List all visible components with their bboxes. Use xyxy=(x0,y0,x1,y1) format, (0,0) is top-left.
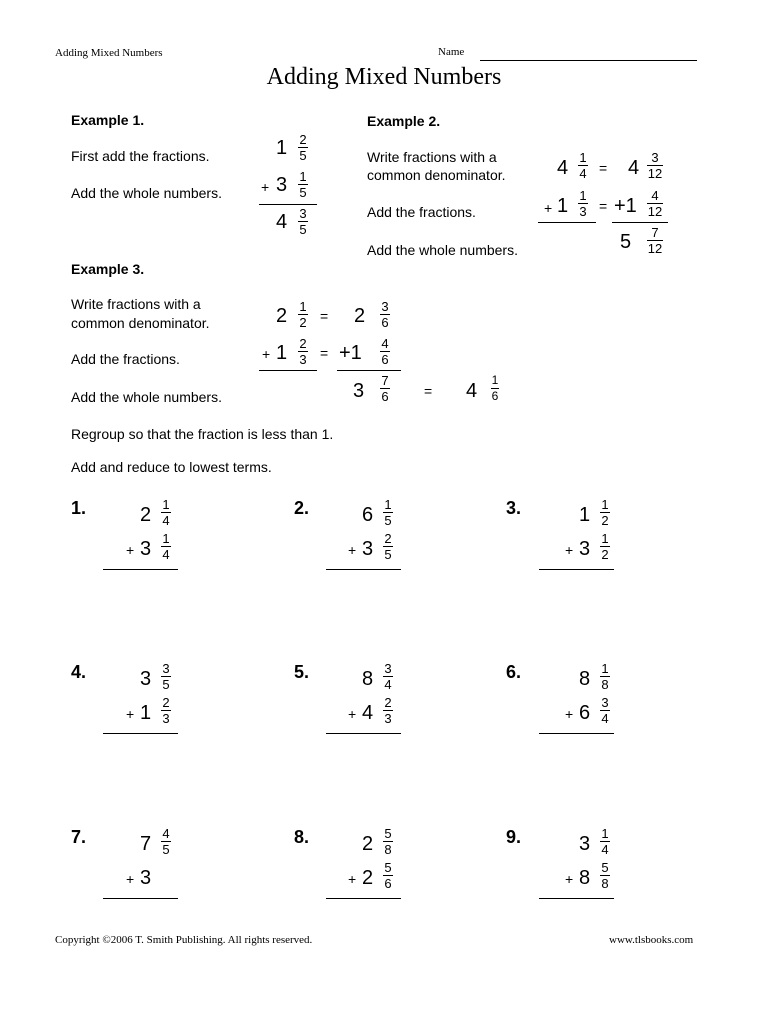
ex1-result-whole: 4 xyxy=(276,211,288,233)
addend2-fraction: 2 3 xyxy=(384,695,392,726)
ex3-equals-3: = xyxy=(424,383,433,399)
addend2-fraction: 1 4 xyxy=(162,531,170,562)
directions: Add and reduce to lowest terms. xyxy=(71,459,272,475)
ex2-b-whole: 1 xyxy=(557,195,569,217)
plus-sign: + xyxy=(348,542,357,558)
ex2-sum-line-2 xyxy=(612,222,668,223)
ex2-b2-fraction: 4 12 xyxy=(647,188,663,219)
addend2-whole: 2 xyxy=(362,867,374,889)
problem-number: 5. xyxy=(294,662,310,682)
addend1-fraction: 3 4 xyxy=(384,661,392,692)
addend2-whole: 3 xyxy=(140,538,152,560)
addend2-whole: 8 xyxy=(579,867,591,889)
problem-number: 2. xyxy=(294,498,310,518)
answer-line xyxy=(539,898,614,899)
name-label: Name xyxy=(438,46,465,58)
regroup-note: Regroup so that the fraction is less than 1. xyxy=(71,426,334,442)
plus-sign: + xyxy=(565,542,574,558)
plus-sign: + xyxy=(565,871,574,887)
ex3-plus: + xyxy=(262,346,271,362)
example2-step1-line2: common denominator. xyxy=(367,167,506,183)
example3-step1-line1: Write fractions with a xyxy=(71,296,201,312)
addend1-fraction: 1 4 xyxy=(162,497,170,528)
ex3-sum-line-2 xyxy=(337,370,401,371)
example3-step1-line2: common denominator. xyxy=(71,315,210,331)
answer-line xyxy=(326,569,401,570)
addend2-whole: 3 xyxy=(140,867,152,889)
ex3-equals-1: = xyxy=(320,308,329,324)
addend2-fraction: 3 4 xyxy=(601,695,609,726)
answer-line xyxy=(103,733,178,734)
ex3-result-fraction: 7 6 xyxy=(381,373,389,404)
answer-line xyxy=(326,898,401,899)
ex1-plus: + xyxy=(261,179,270,195)
example2-step2: Add the fractions. xyxy=(367,204,476,220)
addend1-fraction: 5 8 xyxy=(384,826,392,857)
copyright: Copyright ©2006 T. Smith Publishing. All rights reserved. xyxy=(55,934,313,946)
ex3-a-fraction: 1 2 xyxy=(299,299,307,330)
addend1-fraction: 4 5 xyxy=(162,826,170,857)
addend1-whole: 3 xyxy=(579,833,591,855)
ex3-b-whole: 1 xyxy=(276,342,288,364)
ex3-b2-fraction: 4 6 xyxy=(381,336,389,367)
addend2-fraction: 1 2 xyxy=(601,531,609,562)
example1-step1: First add the fractions. xyxy=(71,148,210,164)
ex3-a-whole: 2 xyxy=(276,305,288,327)
problem-number: 4. xyxy=(71,662,87,682)
ex2-a-fraction: 1 4 xyxy=(579,150,587,181)
addend1-whole: 2 xyxy=(362,833,374,855)
ex3-result-whole: 3 xyxy=(353,380,365,402)
addend1-whole: 1 xyxy=(579,504,591,526)
example2-title: Example 2. xyxy=(367,113,441,129)
addend2-whole: 3 xyxy=(579,538,591,560)
ex3-equals-2: = xyxy=(320,345,329,361)
ex1-result-fraction: 3 5 xyxy=(299,206,307,237)
addend1-whole: 2 xyxy=(140,504,152,526)
ex3-final-fraction: 1 6 xyxy=(491,373,499,403)
ex2-b-fraction: 1 3 xyxy=(579,188,587,219)
example1-step2: Add the whole numbers. xyxy=(71,185,222,201)
addend2-whole: 4 xyxy=(362,702,374,724)
answer-line xyxy=(539,569,614,570)
plus-sign: + xyxy=(565,706,574,722)
problem-number: 3. xyxy=(506,498,522,518)
addend2-whole: 1 xyxy=(140,702,152,724)
addend2-fraction: 2 5 xyxy=(384,531,392,562)
problem-number: 6. xyxy=(506,662,522,682)
ex1-b-fraction: 1 5 xyxy=(299,169,307,200)
addend2-fraction: 5 6 xyxy=(384,860,392,891)
answer-line xyxy=(539,733,614,734)
addend2-fraction: 2 3 xyxy=(162,695,170,726)
addend1-whole: 7 xyxy=(140,833,152,855)
ex1-sum-line xyxy=(259,204,317,205)
ex2-a2-whole: 4 xyxy=(628,157,640,179)
ex2-plus: + xyxy=(544,200,553,216)
addend1-fraction: 1 5 xyxy=(384,497,392,528)
problem-number: 9. xyxy=(506,827,522,847)
example2-step1-line1: Write fractions with a xyxy=(367,149,497,165)
addend1-whole: 3 xyxy=(140,668,152,690)
ex2-result-fraction: 7 12 xyxy=(647,225,663,256)
example1-title: Example 1. xyxy=(71,112,145,128)
ex2-b2-whole: +1 xyxy=(614,195,637,217)
problem-number: 8. xyxy=(294,827,310,847)
ex2-result-whole: 5 xyxy=(620,231,632,253)
ex3-a2-whole: 2 xyxy=(354,305,366,327)
ex3-sum-line-1 xyxy=(259,370,317,371)
ex2-sum-line-1 xyxy=(538,222,596,223)
ex2-equals-2: = xyxy=(599,198,608,214)
plus-sign: + xyxy=(126,871,135,887)
name-line[interactable] xyxy=(480,60,697,61)
page-title: Adding Mixed Numbers xyxy=(266,64,502,90)
answer-line xyxy=(326,733,401,734)
addend1-fraction: 1 8 xyxy=(601,661,609,692)
example2-step3: Add the whole numbers. xyxy=(367,242,518,258)
ex1-a-fraction: 2 5 xyxy=(299,132,307,163)
ex3-b2-whole: +1 xyxy=(339,342,362,364)
header-left-label: Adding Mixed Numbers xyxy=(55,47,163,59)
plus-sign: + xyxy=(126,542,135,558)
addend1-fraction: 1 2 xyxy=(601,497,609,528)
ex2-a-whole: 4 xyxy=(557,157,569,179)
plus-sign: + xyxy=(348,706,357,722)
ex1-b-whole: 3 xyxy=(276,174,288,196)
example3-title: Example 3. xyxy=(71,261,145,277)
ex3-b-fraction: 2 3 xyxy=(299,336,307,367)
addend1-whole: 8 xyxy=(362,668,374,690)
addend1-whole: 8 xyxy=(579,668,591,690)
ex3-final-whole: 4 xyxy=(466,380,478,402)
plus-sign: + xyxy=(126,706,135,722)
ex2-a2-fraction: 3 12 xyxy=(647,150,663,181)
problem-number: 1. xyxy=(71,498,87,518)
addend1-whole: 6 xyxy=(362,504,374,526)
ex1-a-whole: 1 xyxy=(276,137,288,159)
example3-step2: Add the fractions. xyxy=(71,351,180,367)
addend1-fraction: 3 5 xyxy=(162,661,170,692)
addend1-fraction: 1 4 xyxy=(601,826,609,857)
example3-step3: Add the whole numbers. xyxy=(71,389,222,405)
problem-number: 7. xyxy=(71,827,87,847)
addend2-whole: 3 xyxy=(362,538,374,560)
website-link[interactable]: www.tlsbooks.com xyxy=(609,934,694,946)
ex2-equals-1: = xyxy=(599,160,608,176)
plus-sign: + xyxy=(348,871,357,887)
addend2-whole: 6 xyxy=(579,702,591,724)
answer-line xyxy=(103,569,178,570)
ex3-a2-fraction: 3 6 xyxy=(381,299,389,330)
addend2-fraction: 5 8 xyxy=(601,860,609,891)
answer-line xyxy=(103,898,178,899)
